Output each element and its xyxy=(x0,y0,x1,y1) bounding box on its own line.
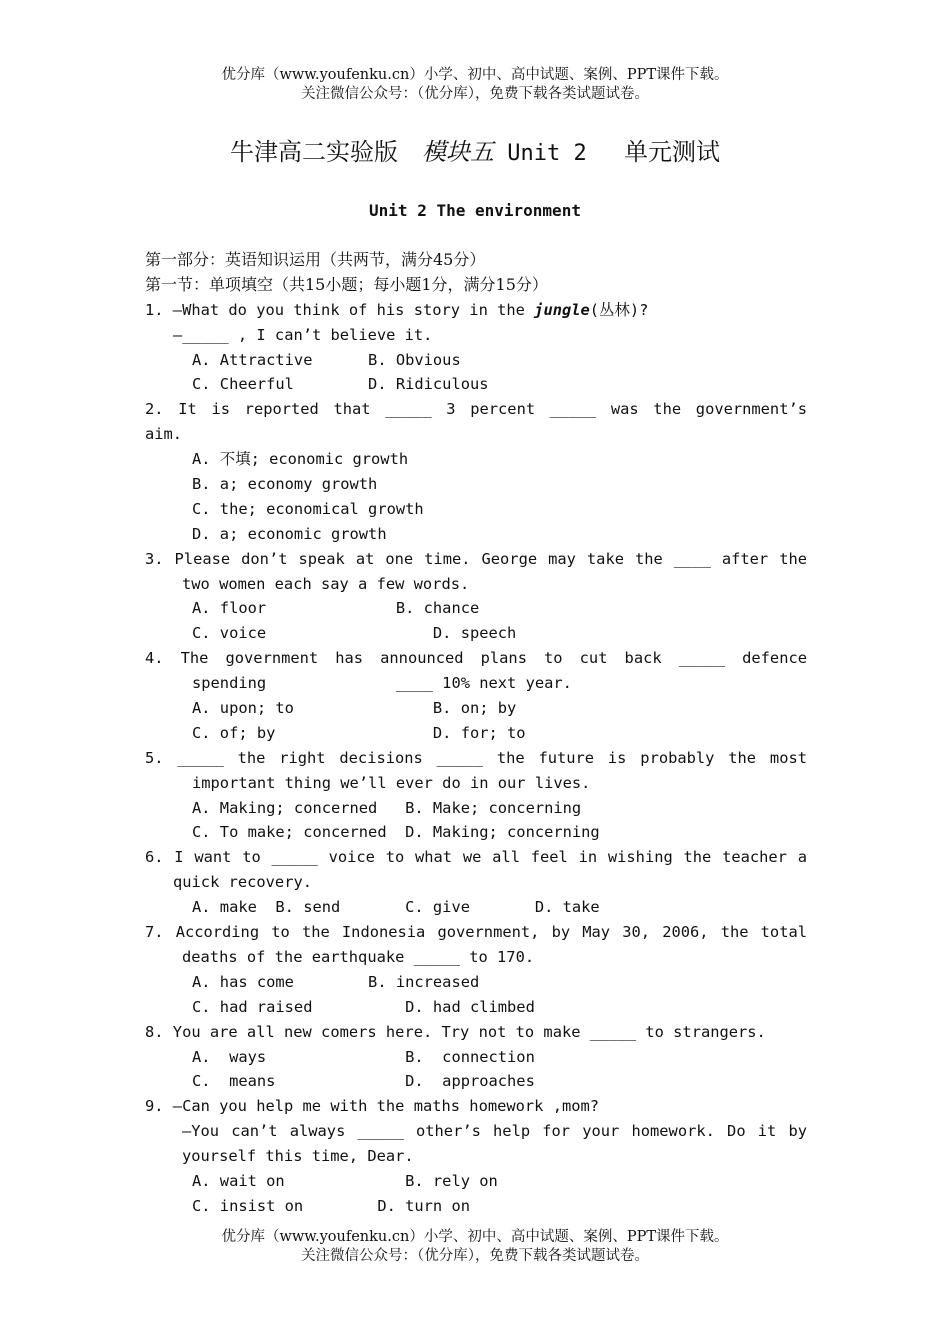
question-stem: 6. I want to _____ voice to what we all feel in wishing the teacher a xyxy=(145,848,807,867)
exam-content xyxy=(145,248,807,1219)
page-footer xyxy=(0,1228,950,1266)
page-header xyxy=(0,66,950,104)
question-stem-line-2: important thing we’ll ever do in our lives. xyxy=(192,773,591,792)
options-ab: A. Attractive B. Obvious xyxy=(192,350,461,369)
stem-italic-word: jungle xyxy=(534,300,590,319)
question-stem: 8. You are all new comers here. Try not to make _____ to strangers. xyxy=(145,1022,766,1041)
options-cd: C. had raised D. had climbed xyxy=(192,997,535,1016)
question-stem-line-2: spending ____ 10% next year. xyxy=(192,674,572,693)
question-stem-line-2: —_____ , I can’t believe it. xyxy=(173,325,433,344)
question-9 xyxy=(145,1094,807,1218)
title-module: 模块五 xyxy=(422,138,495,166)
option-b: B. a; economy growth xyxy=(192,475,378,494)
question-6 xyxy=(145,845,807,920)
question-stem xyxy=(145,298,807,323)
question-stem: 5. _____ the right decisions _____ the future is probably the most xyxy=(145,748,807,767)
options-cd: C. of; by D. for; to xyxy=(192,723,526,742)
title-prefix: 牛津高二实验版 xyxy=(230,138,423,166)
question-stem: 3. Please don’t speak at one time. George may take the ____ after the xyxy=(145,549,807,568)
document-subtitle: Unit 2 The environment xyxy=(369,201,581,220)
question-stem-line-2: deaths of the earthquake _____ to 170. xyxy=(182,947,535,966)
options-abcd: A. make B. send C. give D. take xyxy=(192,898,600,917)
document-title xyxy=(0,132,950,167)
footer-line-2: 关注微信公众号：（优分库），免费下载各类试题试卷。 xyxy=(301,1248,649,1264)
options-cd: C. means D. approaches xyxy=(192,1072,535,1091)
question-4 xyxy=(145,646,807,746)
question-stem: 4. The government has announced plans to cut back _____ defence xyxy=(145,649,807,668)
header-line-1: 优分库（www.youfenku.cn）小学、初中、高中试题、案例、PPT课件下载。 xyxy=(221,67,729,83)
title-unit: Unit 2 xyxy=(494,141,600,166)
option-a: A. 不填; economic growth xyxy=(192,450,409,469)
title-suffix: 单元测试 xyxy=(599,138,720,166)
options-cd: C. insist on D. turn on xyxy=(192,1196,470,1215)
stem-text-end: (丛林)? xyxy=(589,300,649,319)
question-stem: 2. It is reported that _____ 3 percent _____ was the government’s xyxy=(145,400,807,419)
options-cd: C. Cheerful D. Ridiculous xyxy=(192,375,489,394)
question-5 xyxy=(145,746,807,846)
part-heading: 第一部分：英语知识运用（共两节，满分45分） xyxy=(145,250,486,269)
question-stem-line-2: two women each say a few words. xyxy=(182,574,470,593)
options-ab: A. floor B. chance xyxy=(192,599,480,618)
option-c: C. the; economical growth xyxy=(192,499,424,518)
options-ab: A. Making; concerned B. Make; concerning xyxy=(192,798,582,817)
options-cd: C. voice D. speech xyxy=(192,624,517,643)
footer-line-1: 优分库（www.youfenku.cn）小学、初中、高中试题、案例、PPT课件下载。 xyxy=(221,1229,729,1245)
stem-text: 1. —What do you think of his story in the xyxy=(145,300,535,319)
options-ab: A. ways B. connection xyxy=(192,1047,535,1066)
section-heading: 第一节：单项填空（共15小题；每小题1分，满分15分） xyxy=(145,274,548,294)
options-ab: A. upon; to B. on; by xyxy=(192,699,517,718)
header-line-2: 关注微信公众号：（优分库），免费下载各类试题试卷。 xyxy=(301,86,649,102)
question-7 xyxy=(145,920,807,1020)
options-ab: A. has come B. increased xyxy=(192,972,480,991)
options-cd: C. To make; concerned D. Making; concerning xyxy=(192,823,600,842)
question-3 xyxy=(145,547,807,647)
question-1 xyxy=(145,298,807,398)
question-stem: 9. —Can you help me with the maths homework ,mom? xyxy=(145,1097,600,1116)
question-stem-line-2: aim. xyxy=(145,425,183,444)
option-d: D. a; economic growth xyxy=(192,524,387,543)
question-8 xyxy=(145,1020,807,1095)
options-ab: A. wait on B. rely on xyxy=(192,1171,498,1190)
question-stem-line-2: —You can’t always _____ other’s help for your homework. Do it by xyxy=(182,1122,807,1141)
question-stem-line-2: quick recovery. xyxy=(173,873,312,892)
question-stem-line-3: yourself this time, Dear. xyxy=(182,1147,414,1166)
question-stem: 7. According to the Indonesia government, by May 30, 2006, the total xyxy=(145,923,807,942)
question-2 xyxy=(145,397,807,546)
